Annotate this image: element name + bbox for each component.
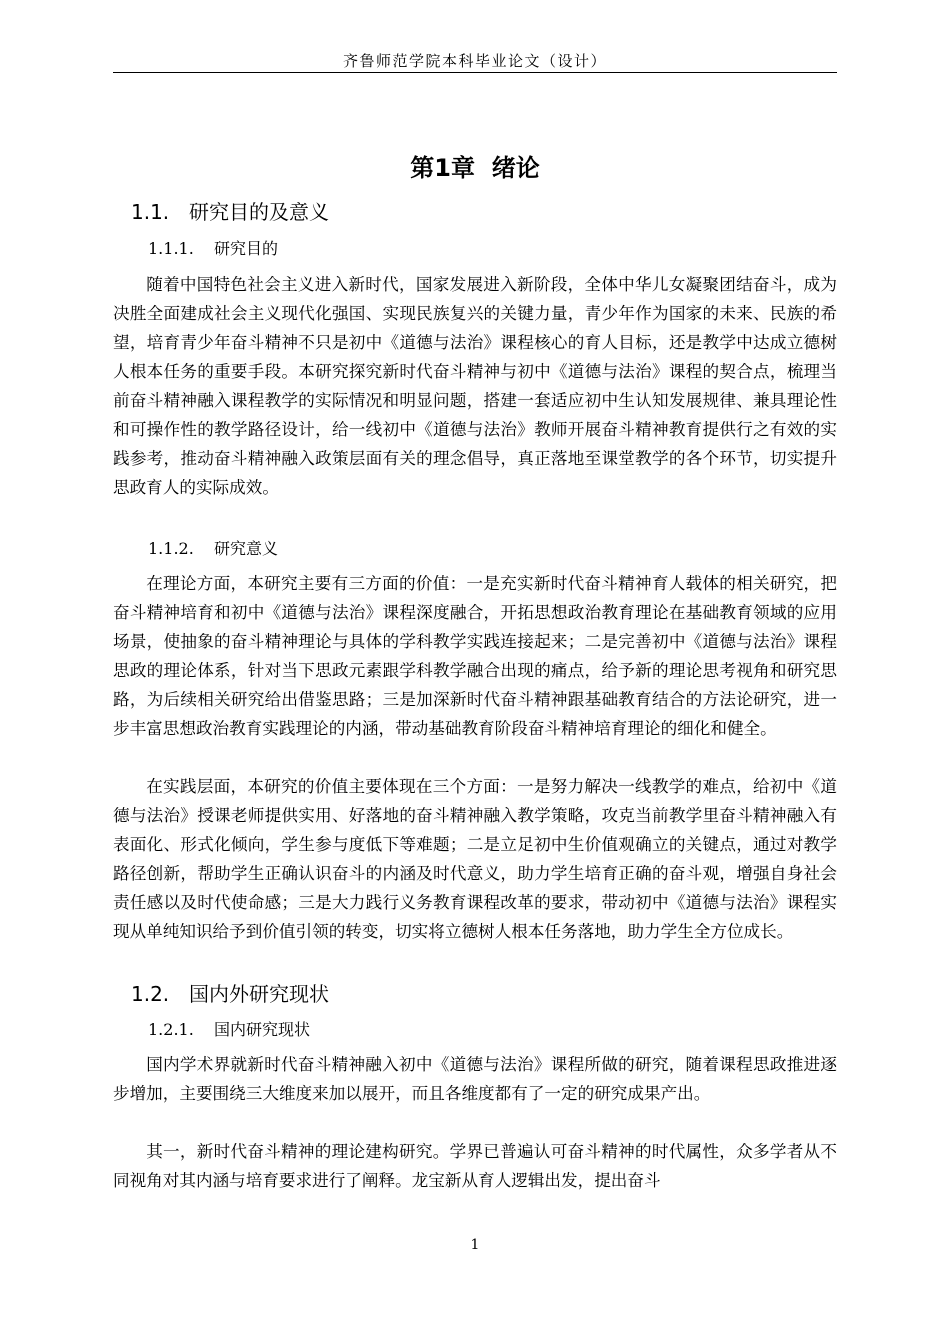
subsection-number: 1.1.1. [148, 239, 194, 258]
chapter-title [0, 148, 950, 183]
subsection-title: 研究目的 [214, 239, 279, 258]
paragraph-research-purpose: 随着中国特色社会主义进入新时代，国家发展进入新阶段，全体中华儿女凝聚团结奋斗，成为决胜全面建成社会主义现代化强国、实现民族复兴的关键力量，青少年作为国家的未来、民族的希望，培育青少年奋斗精神不只是初中《道德与法治》课程核心的育人目标，还是教学中达成立德树人根本任务的重要手段。本研究探究新时代奋斗精神与初中《道德与法治》课程的契合点，梳理当前奋斗精神融入课程教学的实际情况和明显问题，搭建一套适应初中生认知发展规律、兼具理论性和可操作性的教学路径设计，给一线初中《道德与法治》教师开展奋斗精神教育提供行之有效的实践参考，推动奋斗精神融入政策层面有关的理念倡导，真正落地至课堂教学的各个环节，切实提升思政育人的实际成效。 [113, 275, 837, 497]
subsection-number: 1.1.2. [148, 539, 194, 558]
subsection-title: 研究意义 [214, 539, 279, 558]
subsection-title: 国内研究现状 [214, 1020, 311, 1039]
subsection-number: 1.2.1. [148, 1020, 194, 1039]
running-header: 齐鲁师范学院本科毕业论文（设计） [342, 52, 607, 70]
header-rule [113, 72, 837, 73]
paragraph-practical-significance: 在实践层面，本研究的价值主要体现在三个方面：一是努力解决一线教学的难点，给初中《道德与法治》授课老师提供实用、好落地的奋斗精神融入教学策略，攻克当前教学里奋斗精神融入有表面化、形式化倾向，学生参与度低下等难题；二是立足初中生价值观确立的关键点，通过对教学路径创新，帮助学生正确认识奋斗的内涵及时代意义，助力学生培育正确的奋斗观，增强自身社会责任感以及时代使命感；三是大力践行义务教育课程改革的要求，带动初中《道德与法治》课程实现从单纯知识给予到价值引领的转变，切实将立德树人根本任务落地，助力学生全方位成长。 [113, 777, 837, 941]
section-number: 1.2. [131, 982, 170, 1006]
paragraph-theoretical-significance: 在理论方面，本研究主要有三方面的价值：一是充实新时代奋斗精神育人载体的相关研究，把奋斗精神培育和初中《道德与法治》课程深度融合，开拓思想政治教育理论在基础教育领域的应用场景，使抽象的奋斗精神理论与具体的学科教学实践连接起来；二是完善初中《道德与法治》课程思政的理论体系，针对当下思政元素跟学科教学融合出现的痛点，给予新的理论思考视角和研究思路，为后续相关研究给出借鉴思路；三是加深新时代奋斗精神跟基础教育结合的方法论研究，进一步丰富思想政治教育实践理论的内涵，带动基础教育阶段奋斗精神培育理论的细化和健全。 [113, 574, 837, 738]
page-number: 1 [470, 1237, 480, 1253]
section-heading-1-1 [131, 196, 329, 225]
section-number: 1.1. [131, 200, 170, 224]
paragraph-domestic-overview: 国内学术界就新时代奋斗精神融入初中《道德与法治》课程所做的研究，随着课程思政推进逐步增加，主要围绕三大维度来加以展开，而且各维度都有了一定的研究成果产出。 [113, 1055, 837, 1103]
chapter-title-text: 第1章 绪论 [410, 154, 540, 182]
paragraph-theory-construction: 其一，新时代奋斗精神的理论建构研究。学界已普遍认可奋斗精神的时代属性，众多学者从不同视角对其内涵与培育要求进行了阐释。龙宝新从育人逻辑出发，提出奋斗 [113, 1142, 837, 1190]
subsection-heading-1-1-2 [148, 536, 278, 559]
subsection-heading-1-1-1 [148, 236, 278, 259]
section-title: 国内外研究现状 [189, 982, 329, 1006]
section-title: 研究目的及意义 [189, 200, 329, 224]
section-heading-1-2 [131, 978, 329, 1007]
subsection-heading-1-2-1 [148, 1017, 310, 1040]
